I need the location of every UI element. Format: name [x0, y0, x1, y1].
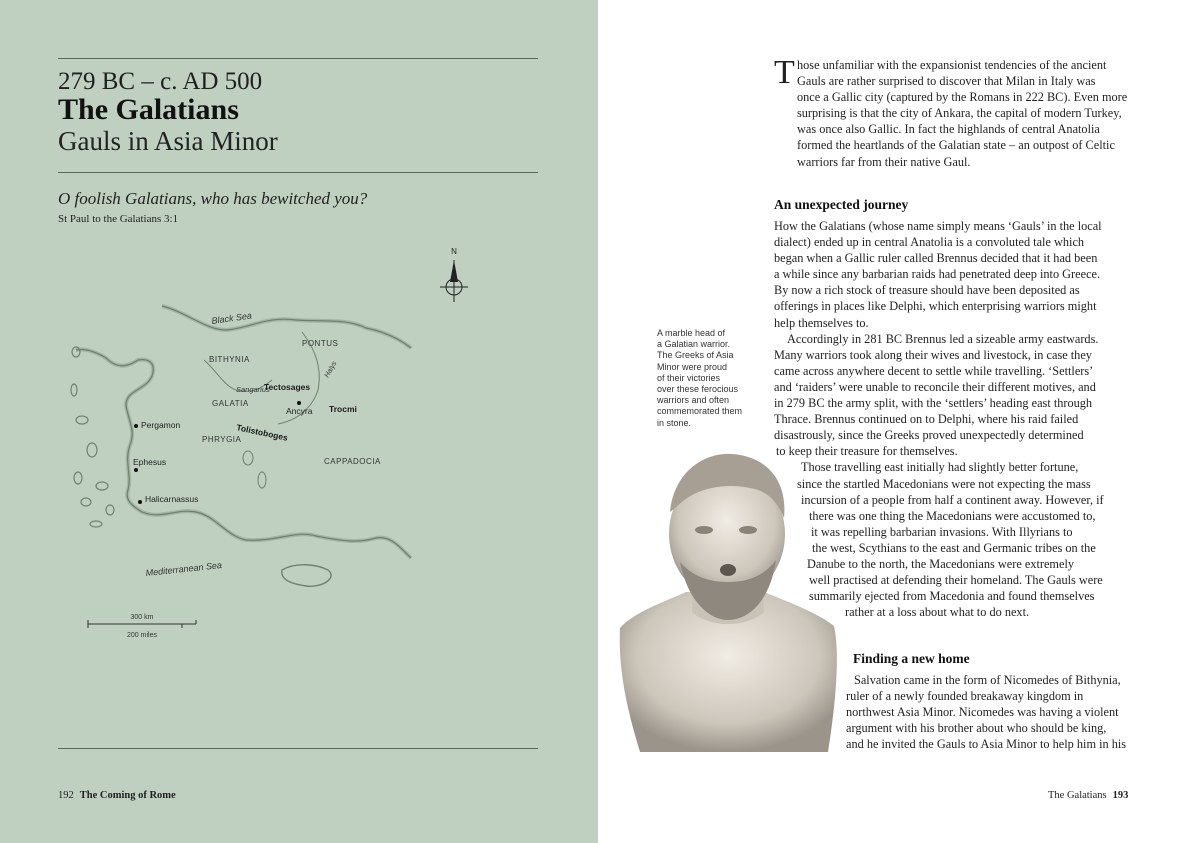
text-line: How the Galatians (whose name simply means ‘Gauls’ in the local [774, 219, 1102, 233]
marble-bust-image [614, 452, 844, 762]
chapter-subtitle: Gauls in Asia Minor [58, 126, 278, 156]
chapter-title: The Galatians [58, 93, 239, 126]
date-range: 279 BC – c. AD 500 [58, 68, 263, 95]
text-line: By now a rich stock of treasure should have been deposited as [774, 283, 1080, 298]
text-line: to keep their treasure for themselves. [776, 444, 958, 459]
right-folio [1048, 790, 1134, 801]
caption-line: a Galatian warrior. [657, 339, 731, 350]
pontus-label: PONTUS [302, 339, 339, 348]
text-line: incursion of a people from half a continent away. However, if [801, 492, 1104, 507]
compass-rose-icon [440, 247, 468, 302]
galatia-label: GALATIA [212, 399, 249, 408]
pergamon-label: Pergamon [141, 420, 181, 430]
middle-rule [58, 172, 538, 173]
cyprus-island [282, 565, 331, 587]
text-line: dialect) ended up in central Anatolia is a convoluted tale which [774, 235, 1085, 250]
galatia-map [66, 240, 457, 640]
drop-cap: T [774, 54, 795, 91]
text-line: rather at a loss about what to do next. [845, 605, 1030, 620]
text-line: formed the heartlands of the Galatian state – an outpost of Celtic [797, 138, 1115, 153]
text-line: Thrace. Brennus continued on to Delphi, where his raid failed [774, 412, 1079, 427]
text-line: Many warriors took along their wives and livestock, in case they [774, 347, 1092, 362]
text-line: a while since any barbarian raids had penetrated deep into Greece. [774, 267, 1101, 282]
text-line: ruler of a newly founded breakaway kingdom in [846, 689, 1084, 704]
halys-label: Halys [323, 360, 339, 379]
text-line: Accordingly in 281 BC Brennus led a sizeable army eastwards. [787, 331, 1099, 346]
text-line: the west, Scythians to the east and Germanic tribes on the [812, 540, 1096, 555]
text-line: came across anywhere decent to settle while travelling. ‘Settlers’ [774, 363, 1094, 378]
caption-line: in stone. [657, 417, 692, 428]
pergamon-dot [134, 424, 138, 428]
text-line: northwest Asia Minor. Nicomedes was having a violent [846, 705, 1119, 720]
right-page-number: 193 [1112, 790, 1129, 801]
trocmi-label: Trocmi [329, 404, 357, 414]
aegean-islands [71, 347, 114, 527]
cappadocia-label: CAPPADOCIA [324, 457, 381, 466]
ephesus-label: Ephesus [133, 457, 167, 467]
text-line: began when a Gallic ruler called Brennus decided that it had been [774, 251, 1098, 266]
text-line: surprising is that the city of Ankara, the capital of modern Turkey, [797, 106, 1122, 121]
mediterranean-label: Mediterranean Sea [145, 560, 223, 578]
tectosages-label: Tectosages [264, 382, 311, 392]
bust-caption [657, 328, 767, 429]
left-running-title: The Coming of Rome [79, 790, 176, 801]
black-sea-coast [162, 306, 411, 348]
left-page-number: 192 [58, 790, 74, 801]
halicarnassus-dot [138, 500, 142, 504]
text-line: argument with his brother about who should be king, [846, 721, 1107, 736]
text-line: since the startled Macedonians were not expecting the mass [797, 476, 1091, 491]
text-line: Danube to the north, the Macedonians were extremely [807, 556, 1075, 571]
caption-line: of their victories [657, 372, 721, 383]
phrygia-label: PHRYGIA [202, 435, 242, 444]
epigraph: O foolish Galatians, who has bewitched you? [58, 189, 368, 208]
text-line: Salvation came in the form of Nicomedes of Bithynia, [854, 673, 1121, 687]
caption-line: commemorated them [657, 406, 743, 417]
right-running-title: The Galatians [1048, 790, 1107, 801]
caption-line: warriors and often [657, 395, 730, 406]
text-line: and he invited the Gauls to Asia Minor to help him in his [846, 737, 1127, 752]
heading-unexpected-journey: An unexpected journey [774, 197, 909, 212]
section-finding-new-home [846, 672, 1126, 752]
tolistoboges-label: Tolistoboges [235, 422, 289, 443]
ancyra-label: Ancyra [286, 406, 313, 416]
compass-n-label: N [451, 247, 457, 256]
ephesus-dot [134, 468, 138, 472]
scale-km-label: 300 km [130, 614, 154, 621]
left-folio [58, 790, 182, 801]
bottom-rule [58, 748, 538, 749]
text-line: Those travelling east initially had slightly better fortune, [801, 460, 1079, 475]
intro-paragraph [797, 57, 1127, 170]
text-line: in 279 BC the army split, with the ‘settlers’ heading east through [774, 396, 1093, 411]
lake-icon [258, 472, 266, 488]
caption-line: A marble head of [657, 328, 726, 338]
text-line: Gauls are rather surprised to discover that Milan in Italy was [797, 74, 1096, 89]
text-line: was once also Gallic. In fact the highlands of central Anatolia [797, 122, 1100, 137]
sangarius-label: Sangarius [236, 385, 270, 394]
lake-icon [243, 451, 253, 465]
text-line: and ‘raiders’ were unable to reconcile their different motives, and [774, 379, 1096, 394]
caption-line: over these ferocious [657, 384, 739, 395]
map-scale-bar [88, 614, 196, 639]
ancyra-dot [297, 401, 301, 405]
caption-line: Minor were proud [657, 361, 728, 372]
bithynia-label: BITHYNIA [209, 355, 250, 364]
scale-miles-label: 200 miles [127, 632, 157, 639]
text-line: hose unfamiliar with the expansionist tendencies of the ancient [797, 58, 1107, 72]
text-line: warriors far from their native Gaul. [797, 154, 971, 169]
text-line: once a Gallic city (captured by the Romans in 222 BC). Even more [797, 90, 1128, 105]
epigraph-source: St Paul to the Galatians 3:1 [58, 213, 179, 225]
text-line: summarily ejected from Macedonia and found themselves [809, 589, 1095, 604]
caption-line: The Greeks of Asia [657, 350, 734, 361]
halicarnassus-label: Halicarnassus [145, 494, 199, 504]
text-line: there was one thing the Macedonians were accustomed to, [809, 508, 1096, 523]
black-sea-label: Black Sea [210, 310, 253, 326]
heading-finding-new-home: Finding a new home [853, 651, 970, 666]
top-rule [58, 58, 538, 59]
text-line: offerings in places like Delphi, which enterprising warriors might [774, 299, 1097, 314]
text-line: disastrously, since the Greeks proved unexpectedly determined [774, 428, 1084, 443]
text-line: well practised at defending their homeland. The Gauls were [809, 573, 1103, 588]
text-line: help themselves to. [774, 315, 869, 330]
text-line: it was repelling barbarian invasions. With Illyrians to [811, 524, 1073, 539]
